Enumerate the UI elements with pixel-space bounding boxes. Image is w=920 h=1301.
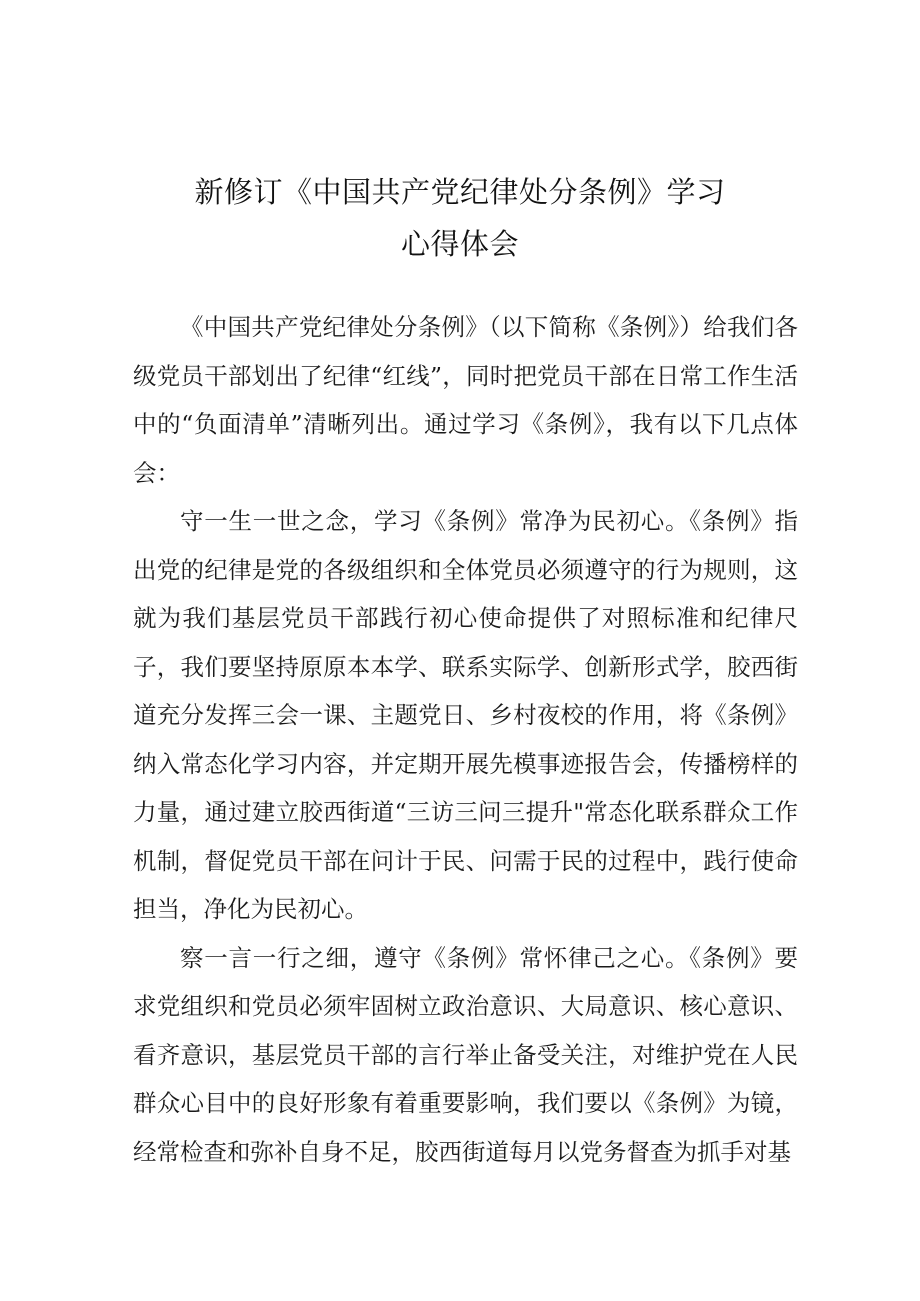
body-paragraph-second-point: 察一言一行之细，遵守《条例》常怀律己之心。《条例》要求党组织和党员必须牢固树立政治意识、大局意识、核心意识、看齐意识，基层党员干部的言行举止备受关注，对维护党在人民群众心目中的良好形象有着重要影响，我们要以《条例》为镜，经常检查和弥补自身不足，胶西街道每月以党务督查为抓手对基	[133, 943, 798, 1166]
body-paragraph-first-point: 守一生一世之念，学习《条例》常净为民初心。《条例》指出党的纪律是党的各级组织和全体党员必须遵守的行为规则，这就为我们基层党员干部践行初心使命提供了对照标准和纪律尺子，我们要坚持原原本本学、联系实际学、创新形式学，胶西街道充分发挥三会一课、主题党日、乡村夜校的作用，将《条例》纳入常态化学习内容，并定期开展先模事迹报告会，传播榜样的力量，通过建立胶西街道“三访三问三提升"常态化联系群众工作机制，督促党员干部在问计于民、问需于民的过程中，践行使命担当，净化为民初心。	[133, 507, 798, 923]
document-title-line2: 心得体会	[400, 227, 519, 261]
document-title-line1: 新修订《中国共产党纪律处分条例》学习	[194, 175, 726, 209]
body-paragraph-intro: 《中国共产党纪律处分条例》（以下简称《条例》）给我们各级党员干部划出了纪律“红线”，同时把党员干部在日常工作生活中的“负面清单”清晰列出。通过学习《条例》，我有以下几点体会：	[133, 313, 798, 487]
document-body	[133, 303, 798, 1176]
